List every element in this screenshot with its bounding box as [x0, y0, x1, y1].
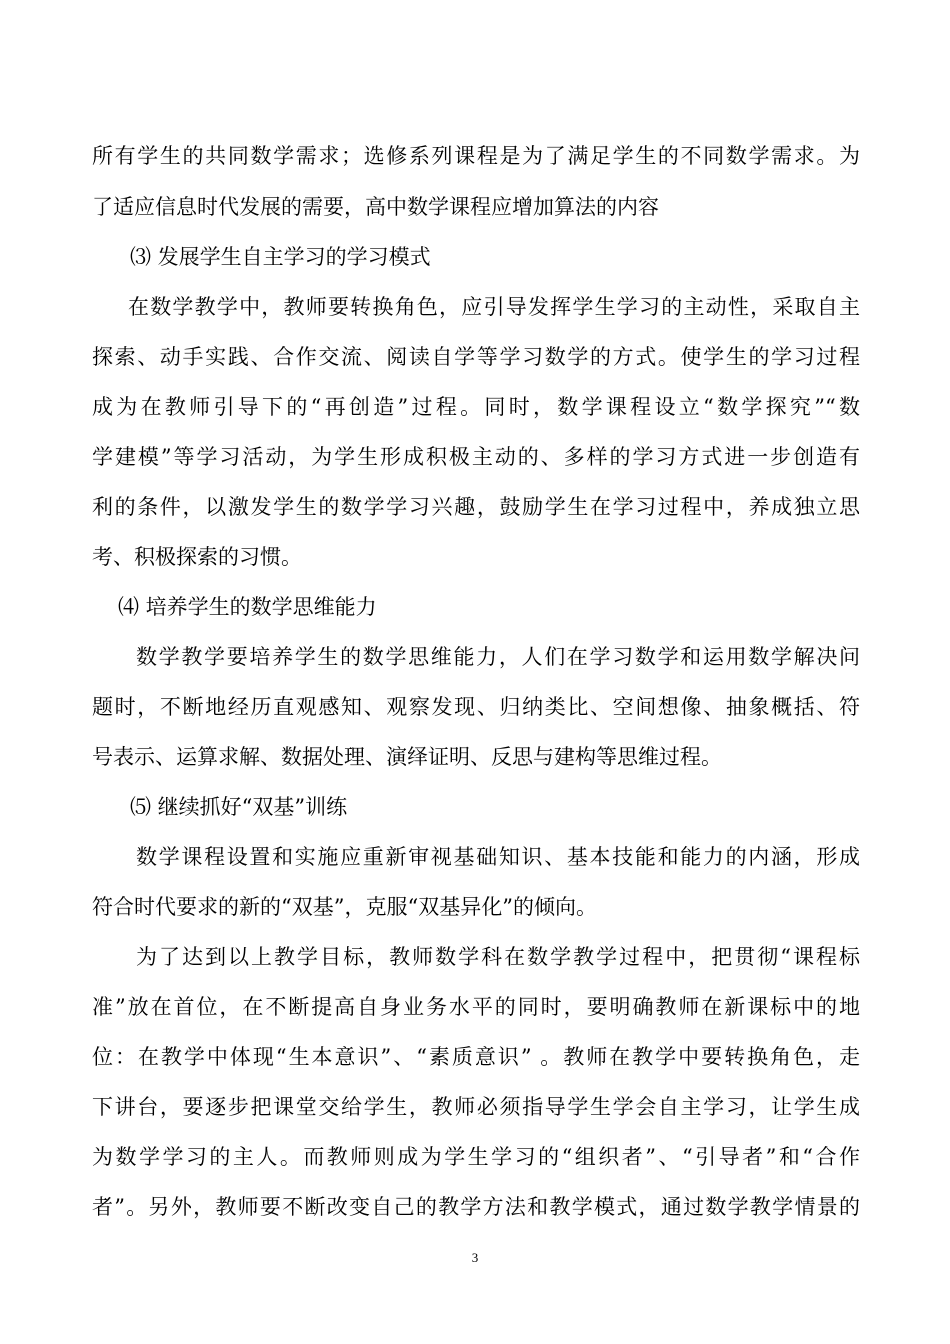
text-line: 考、积极探索的习惯。: [92, 545, 302, 569]
text-line: 题时，不断地经历直观感知、观察发现、归纳类比、空间想像、抽象概括、符: [92, 695, 860, 719]
section-heading-3: ⑶ 发展学生自主学习的学习模式: [130, 245, 431, 269]
text-line: 成为在教师引导下的“再创造”过程。同时，数学课程设立“数学探究”“数: [92, 395, 860, 419]
text-line: 位：在教学中体现“生本意识”、“素质意识” 。教师在教学中要转换角色，走: [92, 1045, 860, 1069]
text-line: 为数学学习的主人。而教师则成为学生学习的“组织者”、“引导者”和“合作: [92, 1145, 860, 1169]
text-line: 者”。另外，教师要不断改变自己的教学方法和教学模式，通过数学教学情景的: [92, 1195, 860, 1219]
text-line: 下讲台，要逐步把课堂交给学生，教师必须指导学生学会自主学习，让学生成: [92, 1095, 860, 1119]
text-line: 了适应信息时代发展的需要，高中数学课程应增加算法的内容: [92, 195, 659, 219]
text-line: 数学教学要培养学生的数学思维能力，人们在学习数学和运用数学解决问: [136, 645, 860, 669]
text-line: 所有学生的共同数学需求；选修系列课程是为了满足学生的不同数学需求。为: [92, 144, 860, 168]
text-line: 学建模”等学习活动，为学生形成积极主动的、多样的学习方式进一步创造有: [92, 445, 860, 469]
text-line: 在数学教学中，教师要转换角色，应引导发挥学生学习的主动性，采取自主: [128, 295, 860, 319]
text-line: 数学课程设置和实施应重新审视基础知识、基本技能和能力的内涵，形成: [136, 845, 860, 869]
section-heading-4: ⑷ 培养学生的数学思维能力: [118, 595, 377, 619]
section-heading-5: ⑸ 继续抓好“双基”训练: [130, 795, 348, 819]
text-line: 利的条件，以激发学生的数学学习兴趣，鼓励学生在学习过程中，养成独立思: [92, 495, 860, 519]
text-line: 符合时代要求的新的“双基”，克服“双基异化”的倾向。: [92, 895, 597, 919]
text-line: 探索、动手实践、合作交流、阅读自学等学习数学的方式。使学生的学习过程: [92, 345, 860, 369]
text-line: 号表示、运算求解、数据处理、演绎证明、反思与建构等思维过程。: [92, 745, 722, 769]
text-line: 准”放在首位，在不断提高自身业务水平的同时，要明确教师在新课标中的地: [92, 995, 860, 1019]
page-number: 3: [471, 1250, 479, 1265]
text-line: 为了达到以上教学目标，教师数学科在数学教学过程中，把贯彻“课程标: [136, 945, 860, 969]
